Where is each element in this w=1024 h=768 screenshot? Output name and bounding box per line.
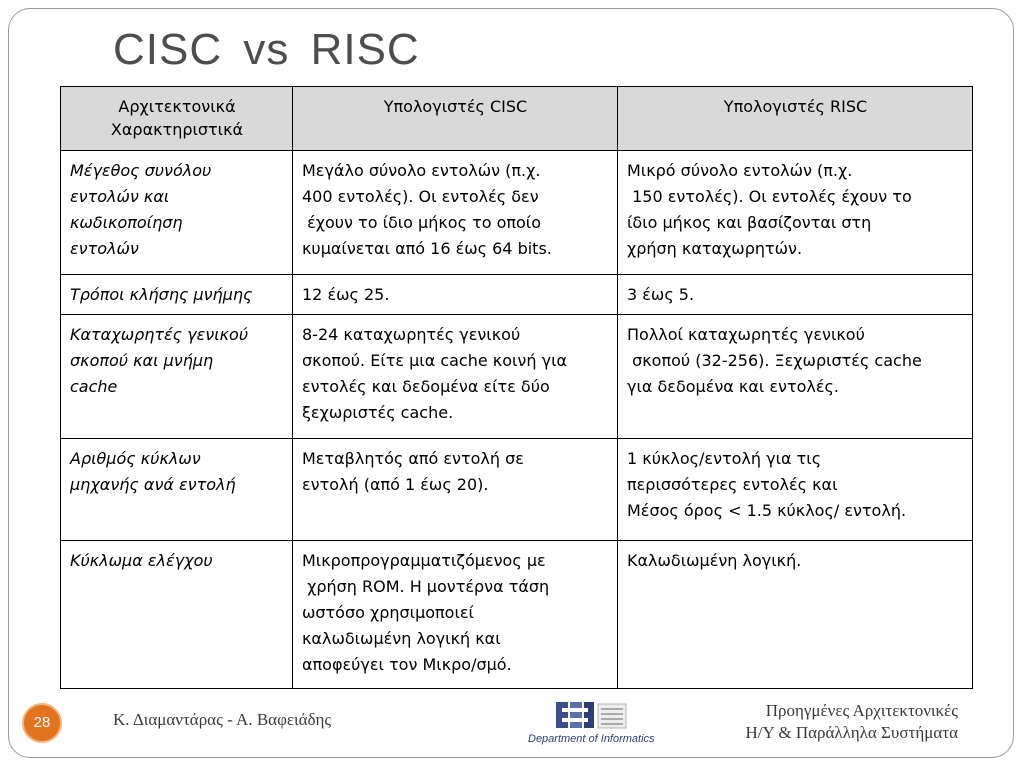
course-line-1: Προηγμένες Αρχιτεκτονικές [765, 701, 958, 720]
header-cell-features: Αρχιτεκτονικά Χαρακτηριστικά [61, 87, 293, 151]
feature-cell: Καταχωρητές γενικού σκοπού και μνήμη cache [61, 315, 293, 439]
feature-cell: Τρόποι κλήσης μνήμης [61, 275, 293, 315]
feature-cell: Αριθμός κύκλων μηχανής ανά εντολή [61, 439, 293, 541]
logo-caption: Department of Informatics [528, 733, 655, 745]
risc-cell: Καλωδιωμένη λογική. [618, 541, 973, 689]
department-logo [526, 698, 678, 746]
cisc-cell: Μεταβλητός από εντολή σε εντολή (από 1 έως 20). [293, 439, 618, 541]
feature-cell: Κύκλωμα ελέγχου [61, 541, 293, 689]
table-row [61, 439, 973, 541]
course-line-2: Η/Υ & Παράλληλα Συστήματα [745, 723, 958, 742]
table-row [61, 151, 973, 275]
slide-title: CISC vs RISC [113, 25, 420, 74]
risc-cell: 3 έως 5. [618, 275, 973, 315]
cisc-cell: 12 έως 25. [293, 275, 618, 315]
cisc-cell: 8-24 καταχωρητές γενικού σκοπού. Είτε μια cache κοινή για εντολές και δεδομένα είτε δύο ξεχωριστές cache. [293, 315, 618, 439]
author-footer: Κ. Διαμαντάρας - Α. Βαφειάδης [113, 710, 332, 729]
table-row [61, 541, 973, 689]
table-row [61, 275, 973, 315]
comparison-table [60, 86, 973, 689]
risc-cell: Μικρό σύνολο εντολών (π.χ. 150 εντολές). Οι εντολές έχουν το ίδιο μήκος και βασίζονται στη χρήση καταχωρητών. [618, 151, 973, 275]
cisc-cell: Μεγάλο σύνολο εντολών (π.χ. 400 εντολές). Οι εντολές δεν έχουν το ίδιο μήκος το οποίο κυμαίνεται από 16 έως 64 bits. [293, 151, 618, 275]
table-row [61, 315, 973, 439]
risc-cell: Πολλοί καταχωρητές γενικού σκοπού (32-256). Ξεχωριστές cache για δεδομένα και εντολές. [618, 315, 973, 439]
cisc-cell: Μικροπρογραμματιζόμενος με χρήση ROM. Η μοντέρνα τάση ωστόσο χρησιμοποιεί καλωδιωμένη λογική και αποφεύγει τον Μικρο/σμό. [293, 541, 618, 689]
risc-cell: 1 κύκλος/εντολή για τις περισσότερες εντολές και Μέσος όρος < 1.5 κύκλος/ εντολή. [618, 439, 973, 541]
table-header-row [61, 87, 973, 151]
page-number-badge: 28 [22, 703, 62, 743]
feature-cell: Μέγεθος συνόλου εντολών και κωδικοποίηση εντολών [61, 151, 293, 275]
header-cell-risc: Υπολογιστές RISC [618, 87, 973, 151]
course-footer [745, 700, 958, 744]
header-cell-cisc: Υπολογιστές CISC [293, 87, 618, 151]
